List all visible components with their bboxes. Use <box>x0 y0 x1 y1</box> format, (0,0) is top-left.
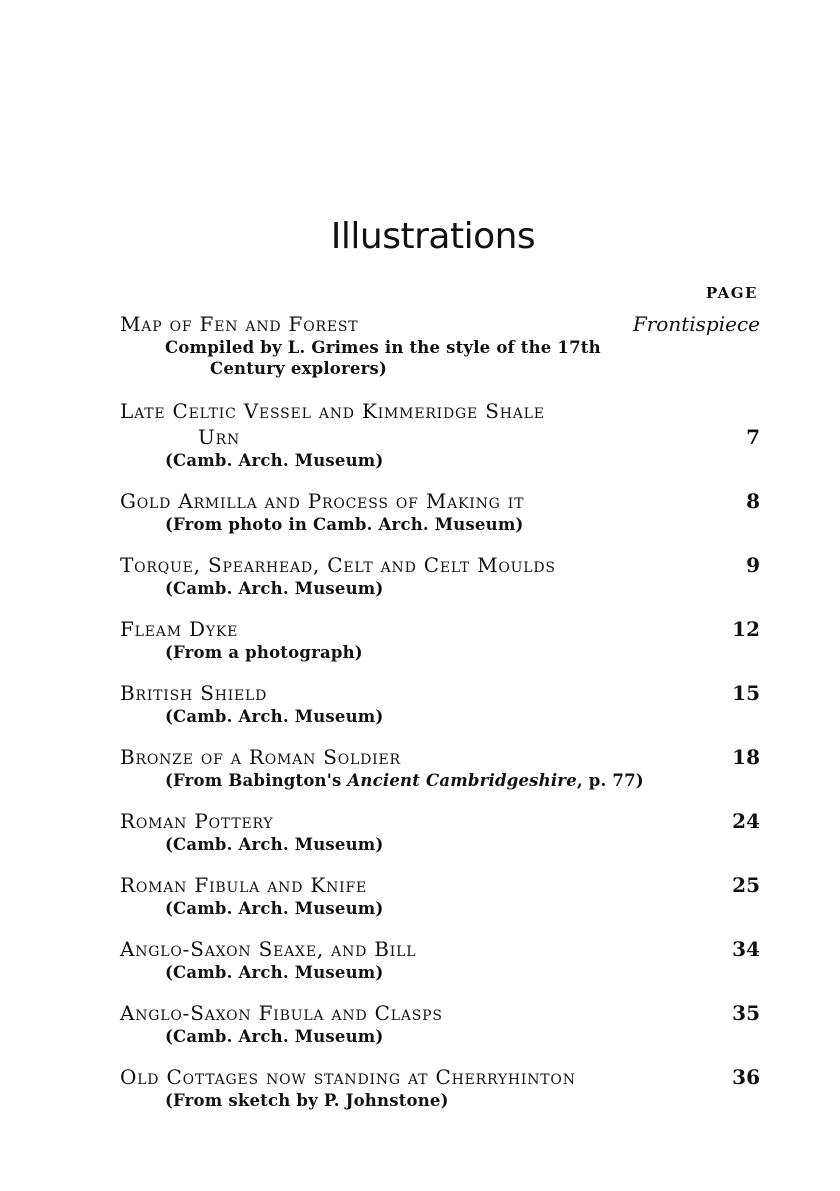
illustration-entry-roman-soldier <box>120 744 760 791</box>
page-title: Illustrations <box>330 216 536 257</box>
entry-note: (From sketch by P. Johnstone) <box>165 1091 449 1110</box>
entry-page: 24 <box>732 809 760 833</box>
entry-title: Torque, Spearhead, Celt and Celt Moulds <box>120 553 556 577</box>
entry-title: Roman Fibula and Knife <box>120 873 368 897</box>
entry-title: Map of Fen and Forest <box>120 312 359 336</box>
entry-note <box>120 770 760 791</box>
entry-page: 35 <box>732 1001 760 1025</box>
entry-page: 7 <box>746 425 760 449</box>
entry-title: Fleam Dyke <box>120 617 239 641</box>
illustration-entry-gold-armilla <box>120 488 760 535</box>
illustration-entry-celtic-vessel <box>120 398 760 471</box>
illustration-entry-old-cottages <box>120 1064 760 1111</box>
entry-page: 8 <box>746 489 760 513</box>
entry-title-line-2: Urn <box>198 425 241 449</box>
entry-title: Roman Pottery <box>120 809 274 833</box>
entry-title <box>120 398 680 450</box>
entry-page: 25 <box>732 873 760 897</box>
illustration-entry-roman-fibula <box>120 872 760 919</box>
entry-note: (From photo in Camb. Arch. Museum) <box>165 515 524 534</box>
entry-title: Old Cottages now standing at Cherryhinton <box>120 1065 576 1089</box>
illustration-entry-saxon-fibula <box>120 1000 760 1047</box>
entry-note: (Camb. Arch. Museum) <box>165 1027 384 1046</box>
entry-page: 15 <box>732 681 760 705</box>
entry-note-book-title: Ancient Cambridgeshire <box>347 771 577 790</box>
illustration-entry-british-shield <box>120 680 760 727</box>
entry-note-line-1: Compiled by L. Grimes in the style of the 17th <box>165 338 601 357</box>
entry-title: Anglo-Saxon Fibula and Clasps <box>120 1001 443 1025</box>
illustration-entry-seaxe <box>120 936 760 983</box>
illustration-entry-torque <box>120 552 760 599</box>
entry-page: Frontispiece <box>632 312 760 336</box>
illustration-entry-fleam-dyke <box>120 616 760 663</box>
entry-page: 18 <box>732 745 760 769</box>
entry-note: (Camb. Arch. Museum) <box>165 707 384 726</box>
entry-note-post: , p. 77) <box>576 771 644 790</box>
entry-title: British Shield <box>120 681 268 705</box>
entry-note-pre: (From Babington's <box>165 771 348 790</box>
entry-page: 36 <box>732 1065 760 1089</box>
entry-note: (From a photograph) <box>165 643 363 662</box>
entry-note: (Camb. Arch. Museum) <box>165 835 384 854</box>
entry-note: (Camb. Arch. Museum) <box>165 963 384 982</box>
entry-page: 9 <box>746 553 760 577</box>
entry-title: Anglo-Saxon Seaxe, and Bill <box>120 937 417 961</box>
entry-title: Bronze of a Roman Soldier <box>120 745 401 769</box>
page-column-label: PAGE <box>705 284 758 302</box>
entry-note: (Camb. Arch. Museum) <box>165 451 384 470</box>
entry-title-line-1: Late Celtic Vessel and Kimmeridge Shale <box>120 399 545 423</box>
entry-page: 34 <box>732 937 760 961</box>
entry-note <box>120 337 760 379</box>
illustration-entry-map <box>120 311 760 379</box>
entry-note-line-2: Century explorers) <box>210 359 387 378</box>
entry-note: (Camb. Arch. Museum) <box>165 579 384 598</box>
entry-page: 12 <box>732 617 760 641</box>
illustration-entry-roman-pottery <box>120 808 760 855</box>
entry-title: Gold Armilla and Process of Making it <box>120 489 525 513</box>
entry-note: (Camb. Arch. Museum) <box>165 899 384 918</box>
